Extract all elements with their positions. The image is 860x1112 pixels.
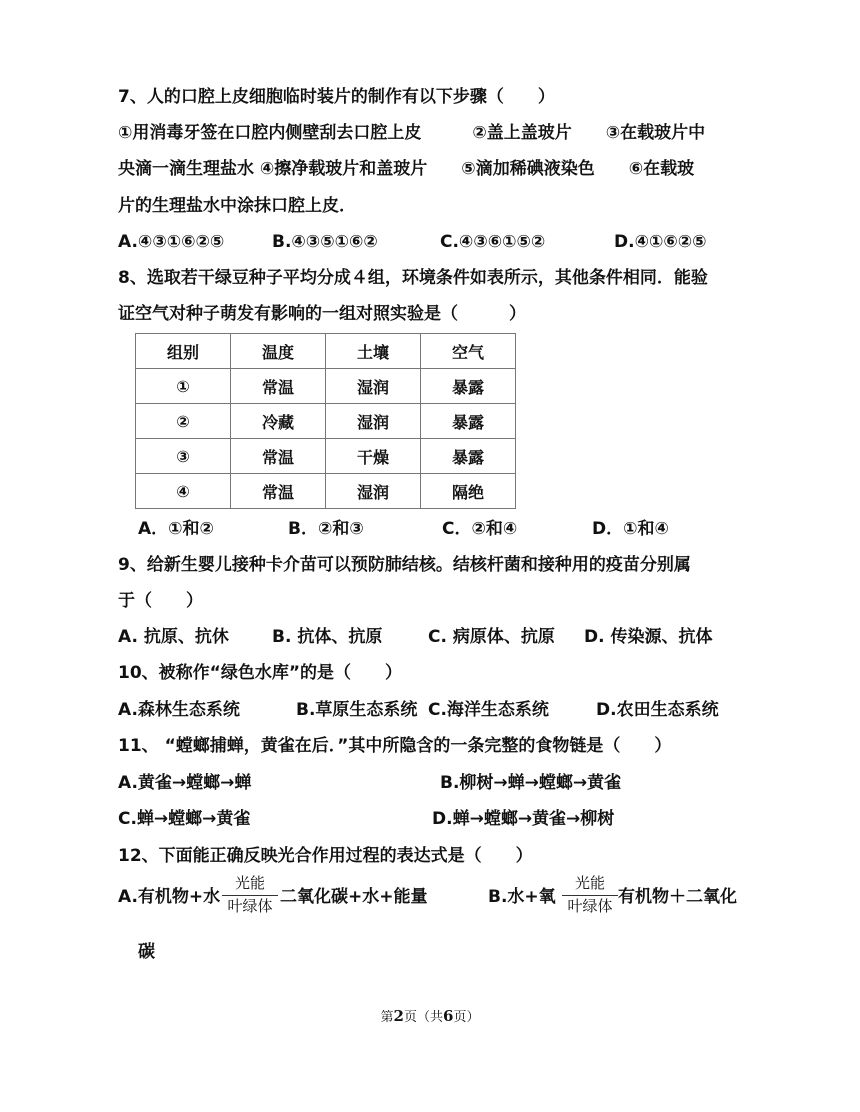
table-row	[136, 439, 516, 474]
q12-option-b-wrap: 碳	[138, 942, 155, 962]
q11-option-c: C.蝉→螳螂→黄雀	[118, 809, 251, 829]
table-cell: 暴露	[421, 439, 516, 474]
table-row	[136, 369, 516, 404]
q12-option-a-left: A.有机物+水	[118, 887, 221, 907]
q7-line-3: 片的生理盐水中涂抹口腔上皮．	[118, 196, 356, 216]
table-cell: ④	[136, 474, 231, 509]
q12-option-a-right: 二氧化碳+水+能量	[280, 887, 428, 907]
table-header-row	[136, 334, 516, 369]
q10-option-c: C.海洋生态系统	[428, 700, 549, 720]
table-header-cell: 温度	[231, 334, 326, 369]
condition-bottom: 叶绿体	[567, 897, 613, 915]
q8-option-a: A．①和②	[138, 519, 214, 539]
q7-option-c: C.④③⑥①⑤②	[440, 232, 546, 252]
q8-option-b: B．②和③	[288, 519, 364, 539]
table-cell: 常温	[231, 474, 326, 509]
q9-option-b: B. 抗体、抗原	[272, 627, 383, 647]
q10-option-d: D.农田生态系统	[596, 700, 719, 720]
q9-stem-1: 9、给新生婴儿接种卡介苗可以预防肺结核。结核杆菌和接种用的疫苗分别属	[118, 555, 691, 575]
q7-stem: 7、人的口腔上皮细胞临时装片的制作有以下步骤（ ）	[118, 87, 555, 107]
table-cell: 湿润	[326, 404, 421, 439]
q11-option-a: A.黄雀→螳螂→蝉	[118, 773, 252, 793]
q9-option-c: C. 病原体、抗原	[428, 627, 555, 647]
table-row	[136, 474, 516, 509]
table-row	[136, 404, 516, 439]
q12-option-b-right: 有机物＋二氧化	[618, 887, 737, 907]
q10-option-b: B.草原生态系统	[296, 700, 418, 720]
table-cell: 常温	[231, 369, 326, 404]
condition-bottom: 叶绿体	[227, 897, 273, 915]
q11-option-d: D.蝉→螳螂→黄雀→柳树	[432, 809, 615, 829]
q12-option-b-left: B.水+氧	[488, 887, 556, 907]
table-cell: 暴露	[421, 369, 516, 404]
q9-stem-2: 于（ ）	[118, 591, 203, 611]
q10-option-a: A.森林生态系统	[118, 700, 240, 720]
experiment-table	[135, 333, 516, 509]
q11-option-b: B.柳树→蝉→螳螂→黄雀	[440, 773, 622, 793]
q8-option-d: D．①和④	[592, 519, 669, 539]
footer-mid: 页（共	[403, 1010, 443, 1025]
condition-top: 光能	[234, 874, 265, 892]
table-cell: 湿润	[326, 474, 421, 509]
q8-stem-1: 8、选取若干绿豆种子平均分成４组，环境条件如表所示，其他条件相同．能验	[118, 268, 708, 288]
q7-option-a: A.④③①⑥②⑤	[118, 232, 225, 252]
table-cell: 隔绝	[421, 474, 516, 509]
footer-page-number: 2	[393, 1007, 404, 1025]
table-cell: ③	[136, 439, 231, 474]
q12-stem: 12、下面能正确反映光合作用过程的表达式是（ ）	[118, 846, 533, 866]
footer-post: 页）	[453, 1010, 480, 1025]
table-cell: ①	[136, 369, 231, 404]
condition-top: 光能	[574, 874, 605, 892]
q7-line-2: 央滴一滴生理盐水 ④擦净载玻片和盖玻片 ⑤滴加稀碘液染色 ⑥在载玻	[118, 159, 695, 179]
q12-option-a-condition	[222, 874, 278, 917]
footer-total-pages: 6	[443, 1007, 454, 1025]
page-footer	[0, 1006, 860, 1025]
q12-option-b-condition	[562, 874, 618, 917]
table-cell: 干燥	[326, 439, 421, 474]
q10-stem: 10、被称作“绿色水库”的是（ ）	[118, 663, 403, 683]
footer-pre: 第	[380, 1010, 394, 1025]
table-cell: 常温	[231, 439, 326, 474]
table-cell: 暴露	[421, 404, 516, 439]
q9-option-d: D. 传染源、抗体	[584, 627, 713, 647]
reaction-bar	[562, 895, 618, 896]
q8-option-c: C．②和④	[442, 519, 518, 539]
table-cell: ②	[136, 404, 231, 439]
q7-option-b: B.④③⑤①⑥②	[272, 232, 378, 252]
q7-line-1: ①用消毒牙签在口腔内侧壁刮去口腔上皮 ②盖上盖玻片 ③在载玻片中	[118, 123, 706, 143]
table-header-cell: 空气	[421, 334, 516, 369]
table-cell: 冷藏	[231, 404, 326, 439]
q8-stem-2: 证空气对种子萌发有影响的一组对照实验是（ ）	[118, 304, 526, 324]
table-header-cell: 土壤	[326, 334, 421, 369]
q7-option-d: D.④①⑥②⑤	[614, 232, 707, 252]
table-cell: 湿润	[326, 369, 421, 404]
table-header-cell: 组别	[136, 334, 231, 369]
reaction-bar	[222, 895, 278, 896]
q9-option-a: A. 抗原、抗休	[118, 627, 229, 647]
q11-stem: 11、 “螳螂捕蝉，黄雀在后．”其中所隐含的一条完整的食物链是（ ）	[118, 736, 672, 756]
